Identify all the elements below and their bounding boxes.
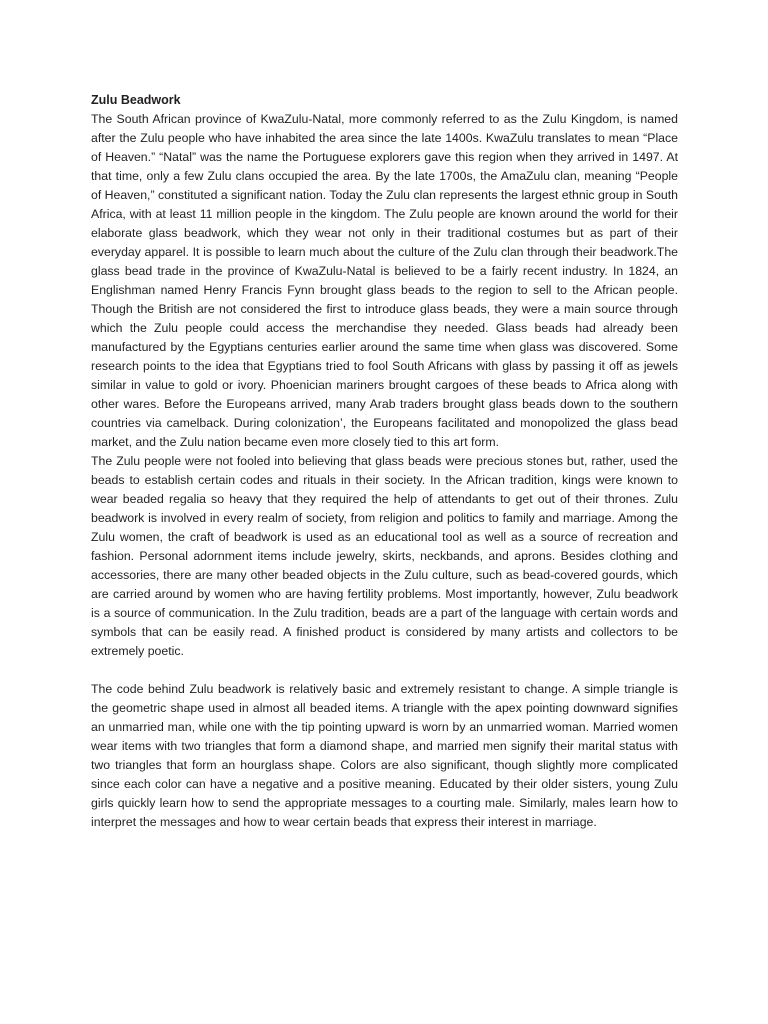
paragraph-code: The code behind Zulu beadwork is relatively basic and extremely resistant to change. A simple triangle is the geometric shape used in almost all beaded items. A triangle with the apex pointing downward signifies an unmarried man, while one with the tip pointing upward is worn by an unmarried woman. Married women wear items with two triangles that form a diamond shape, and married men signify their marital status with two triangles that form an hourglass shape. Colors are also significant, though slightly more complicated since each color can have a negative and a positive meaning. Educated by their older sisters, young Zulu girls quickly learn how to send the appropriate messages to a courting male. Similarly, males learn how to interpret the messages and how to wear certain beads that express their interest in marriage. — [91, 682, 678, 829]
paragraph-history: The South African province of KwaZulu-Natal, more commonly referred to as the Zulu Kingdom, is named after the Zulu people who have inhabited the area since the late 1400s. KwaZulu translates to mean “Place of Heaven.” “Natal” was the name the Portuguese explorers gave this region when they arrived in 1497. At that time, only a few Zulu clans occupied the area. By the late 1700s, the AmaZulu clan, meaning “People of Heaven,” constituted a significant nation. Today the Zulu clan represents the largest ethnic group in South Africa, with at least 11 million people in the kingdom. The Zulu people are known around the world for their elaborate glass beadwork, which they wear not only in their traditional costumes but as part of their everyday apparel. It is possible to learn much about the culture of the Zulu clan through their beadwork.The glass bead trade in the province of KwaZulu-Natal is believed to be a fairly recent industry. In 1824, an Englishman named Henry Francis Fynn brought glass beads to the region to sell to the African people. Though the British are not considered the first to introduce glass beads, they were a main source through which the Zulu people could access the merchandise they needed. Glass beads had already been manufactured by the Egyptians centuries earlier around the same time when glass was discovered. Some research points to the idea that Egyptians tried to fool South Africans with glass by passing it off as jewels similar in value to gold or ivory. Phoenician mariners brought cargoes of these beads to Africa along with other wares. Before the Europeans arrived, many Arab traders brought glass beads down to the southern countries via camelback. During colonization’, the Europeans facilitated and monopolized the glass bead market, and the Zulu nation became even more closely tied to this art form. — [91, 112, 678, 449]
document-title: Zulu Beadwork — [91, 93, 181, 107]
paragraph-society: The Zulu people were not fooled into believing that glass beads were precious stones but, rather, used the beads to establish certain codes and rituals in their society. In the African tradition, kings were known to wear beaded regalia so heavy that they required the help of attendants to get out of their thrones. Zulu beadwork is involved in every realm of society, from religion and politics to family and marriage. Among the Zulu women, the craft of beadwork is used as an educational tool as well as a source of recreation and fashion. Personal adornment items include jewelry, skirts, neckbands, and aprons. Besides clothing and accessories, there are many other beaded objects in the Zulu culture, such as bead-covered gourds, which are carried around by women who are having fertility problems. Most importantly, however, Zulu beadwork is a source of communication. In the Zulu tradition, beads are a part of the language with certain words and symbols that can be easily read. A finished product is considered by many artists and collectors to be extremely poetic. — [91, 454, 678, 658]
paragraph-spacer — [91, 661, 678, 680]
document-body — [91, 91, 678, 832]
